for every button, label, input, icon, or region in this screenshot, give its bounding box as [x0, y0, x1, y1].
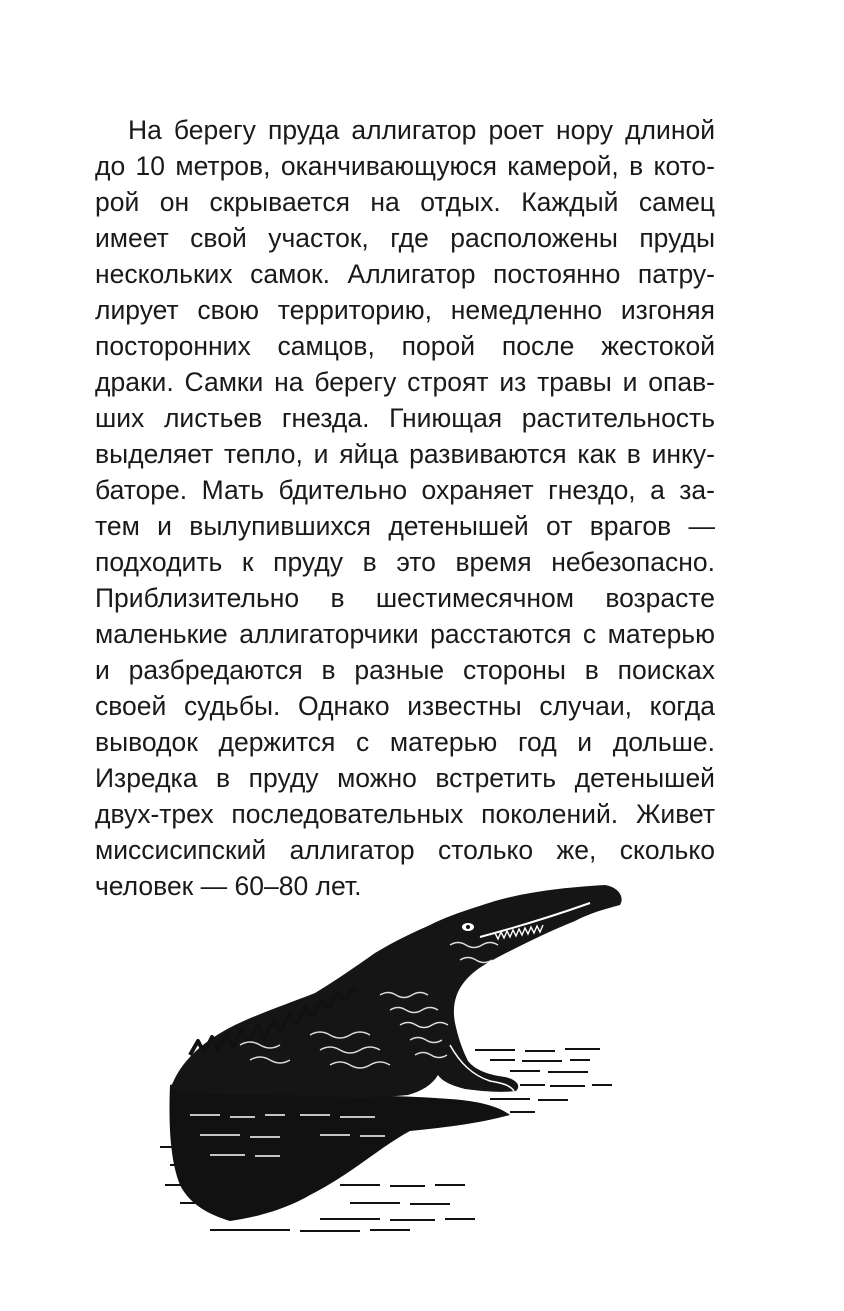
text-line: Изредка в пруду можно встретить детенышей [95, 763, 715, 793]
text-line: и разбредаются в разные стороны в поисках [95, 655, 715, 685]
text-line: подходить к пруду в это время небезопасно. [95, 547, 715, 577]
text-line: имеет свой участок, где расположены пруды [95, 223, 715, 253]
body-paragraph [95, 112, 715, 904]
text-line: баторе. Мать бдительно охраняет гнездо, а за- [95, 475, 715, 505]
text-line: до 10 метров, оканчивающуюся камерой, в кото- [95, 151, 715, 181]
alligator-icon [150, 885, 650, 1245]
alligator-body [170, 885, 622, 1097]
text-line: маленькие аллигаторчики расстаются с матерью [95, 619, 715, 649]
text-line: миссисипский аллигатор столько же, сколько [95, 835, 715, 865]
text-line: своей судьбы. Однако известны случаи, когда [95, 691, 715, 721]
text-line: человек — 60–80 лет. [95, 871, 362, 901]
text-line: выводок держится с матерью год и дольше. [95, 727, 715, 757]
text-line: посторонних самцов, порой после жестокой [95, 331, 715, 361]
alligator-illustration [150, 885, 650, 1245]
text-line: тем и вылупившихся детенышей от врагов — [95, 511, 715, 541]
text-line: выделяет тепло, и яйца развиваются как в инку- [95, 439, 715, 469]
text-line: двух-трех последовательных поколений. Живет [95, 799, 715, 829]
text-line: ших листьев гнезда. Гниющая растительность [95, 403, 715, 433]
text-line: лирует свою территорию, немедленно изгоняя [95, 295, 715, 325]
text-line: нескольких самок. Аллигатор постоянно патру- [95, 259, 715, 289]
text-line: Приблизительно в шестимесячном возрасте [95, 583, 715, 613]
text-line: рой он скрывается на отдых. Каждый самец [95, 187, 715, 217]
text-line: На берегу пруда аллигатор роет нору длиной [128, 115, 715, 145]
water-reflection [169, 1080, 510, 1221]
text-line: драки. Самки на берегу строят из травы и опав- [95, 367, 715, 397]
